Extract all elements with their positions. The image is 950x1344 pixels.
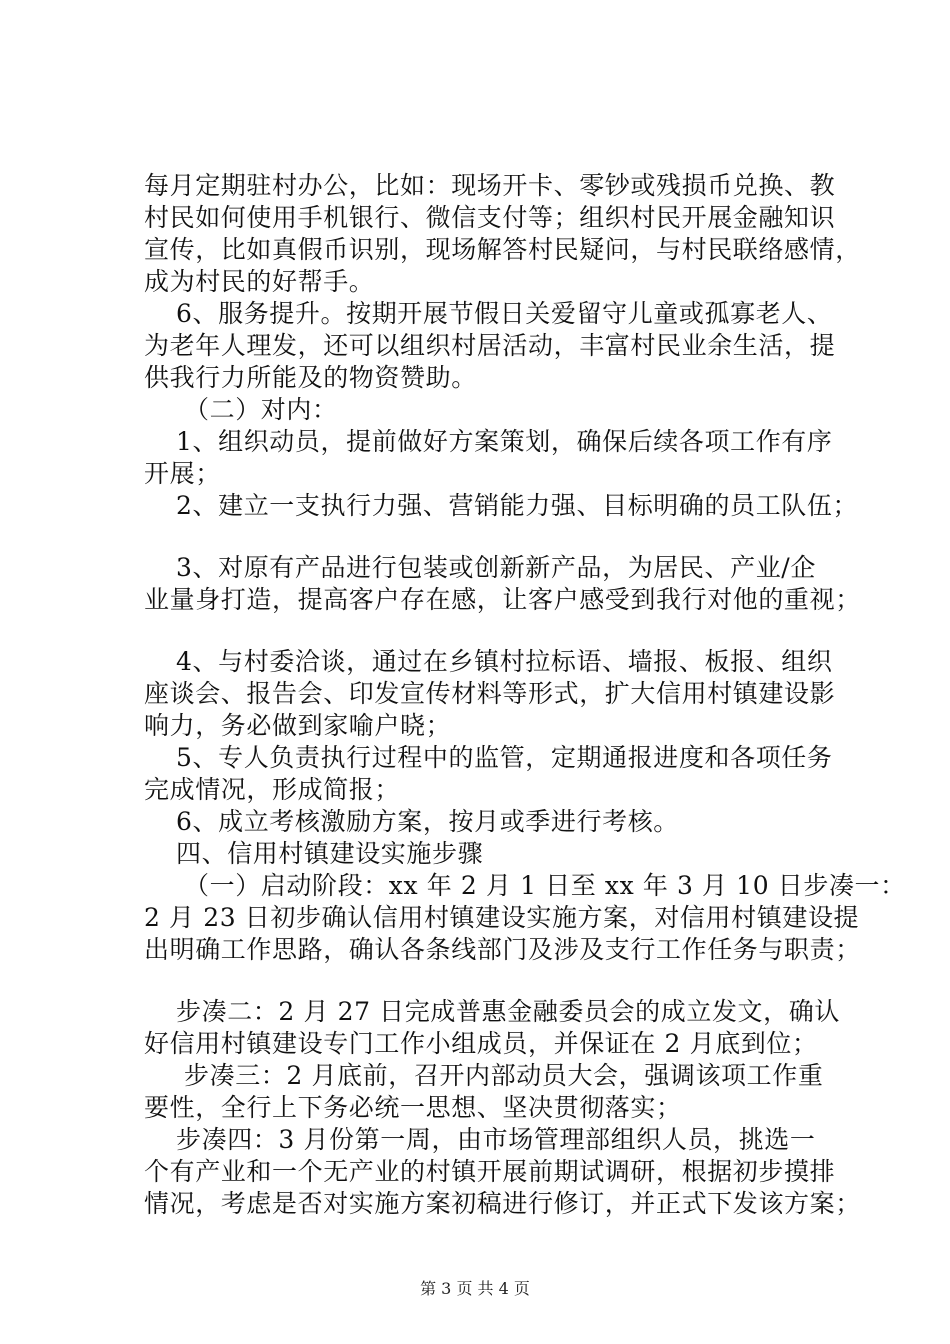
paragraph-line: 5、专人负责执行过程中的监管，定期通报进度和各项任务 [176,743,833,772]
paragraph-line: 2、建立一支执行力强、营销能力强、目标明确的员工队伍； [176,491,859,520]
paragraph-line: 步凑四：3 月份第一周，由市场管理部组织人员，挑选一 [176,1125,816,1154]
paragraph-line: 出明确工作思路，确认各条线部门及涉及支行工作任务与职责； [144,935,861,964]
document-body [144,170,906,1220]
paragraph-line: 供我行力所能及的物资赞助。 [144,363,477,392]
paragraph-line: 座谈会、报告会、印发宣传材料等形式，扩大信用村镇建设影 [144,679,836,708]
paragraph-line: 6、成立考核激励方案，按月或季进行考核。 [176,807,679,836]
paragraph-line: 村民如何使用手机银行、微信支付等；组织村民开展金融知识 [144,203,836,232]
paragraph-line: 四、信用村镇建设实施步骤 [176,839,484,868]
paragraph-line: 宣传，比如真假币识别，现场解答村民疑问，与村民联络感情， [144,235,861,264]
page-footer: 第 3 页 共 4 页 [420,1279,530,1298]
paragraph-line: 情况，考虑是否对实施方案初稿进行修订，并正式下发该方案； [144,1189,861,1218]
paragraph-line: 好信用村镇建设专门工作小组成员，并保证在 2 月底到位； [144,1029,818,1058]
blank-line [144,522,844,552]
paragraph-line: （二）对内： [184,395,338,424]
paragraph-line: 要性，全行上下务必统一思想、坚决贯彻落实； [144,1093,682,1122]
paragraph-line: 开展； [144,459,221,488]
paragraph-line: 4、与村委洽谈，通过在乡镇村拉标语、墙报、板报、组织 [176,647,833,676]
blank-line [144,616,844,646]
paragraph-line: 每月定期驻村办公，比如：现场开卡、零钞或残损币兑换、教 [144,171,836,200]
blank-line [144,966,844,996]
paragraph-line: （一）启动阶段：xx 年 2 月 1 日至 xx 年 3 月 10 日步凑一： [184,871,906,900]
paragraph-line: 响力，务必做到家喻户晓； [144,711,452,740]
paragraph-line: 业量身打造，提高客户存在感，让客户感受到我行对他的重视； [144,585,861,614]
paragraph-line: 6、服务提升。按期开展节假日关爱留守儿童或孤寡老人、 [176,299,833,328]
paragraph-line: 完成情况，形成简报； [144,775,401,804]
paragraph-line: 1、组织动员，提前做好方案策划，确保后续各项工作有序 [176,427,833,456]
paragraph-line: 3、对原有产品进行包装或创新新产品，为居民、产业/企 [176,553,816,582]
paragraph-line: 步凑二：2 月 27 日完成普惠金融委员会的成立发文，确认 [176,997,840,1026]
paragraph-line: 个有产业和一个无产业的村镇开展前期试调研，根据初步摸排 [144,1157,836,1186]
paragraph-line: 成为村民的好帮手。 [144,267,375,296]
paragraph-line: 2 月 23 日初步确认信用村镇建设实施方案，对信用村镇建设提 [144,903,860,932]
paragraph-line: 步凑三：2 月底前，召开内部动员大会，强调该项工作重 [184,1061,824,1090]
paragraph-line: 为老年人理发，还可以组织村居活动，丰富村民业余生活，提 [144,331,836,360]
